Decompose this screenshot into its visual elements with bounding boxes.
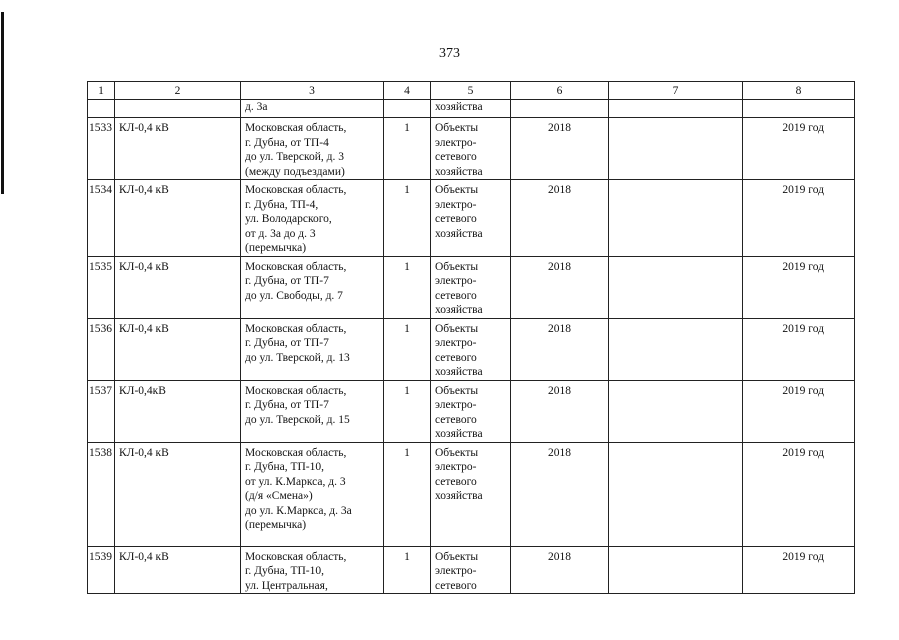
- cell-address: Московская область, г. Дубна, ТП-10, от ул. К.Маркса, д. 3 (д/я «Смена») до ул. К.Маркса, д. 3а (перемычка): [241, 442, 384, 546]
- cell-address: Московская область, г. Дубна, ТП-10, ул. Центральная,: [241, 546, 384, 594]
- cell-qty: 1: [384, 380, 431, 442]
- cell-qty: 1: [384, 180, 431, 257]
- cell-category: Объекты электро- сетевого хозяйства: [431, 380, 511, 442]
- cell-term: 2019 год: [743, 180, 855, 257]
- cell-category: Объекты электро- сетевого хозяйства: [431, 318, 511, 380]
- cell-name: КЛ-0,4 кВ: [115, 180, 241, 257]
- cell-term: 2019 год: [743, 546, 855, 594]
- column-header-3: 3: [241, 82, 384, 100]
- cell-address: Московская область, г. Дубна, от ТП-7 до ул. Свободы, д. 7: [241, 256, 384, 318]
- binding-edge-mark: [1, 12, 4, 194]
- cell-num: 1533: [88, 118, 115, 180]
- cell-year: 2018: [511, 180, 609, 257]
- cell-name: КЛ-0,4 кВ: [115, 118, 241, 180]
- cell-address: Московская область, г. Дубна, ТП-4, ул. Володарского, от д. 3а до д. 3 (перемычка): [241, 180, 384, 257]
- table-row: [88, 256, 855, 318]
- cell-term: 2019 год: [743, 380, 855, 442]
- column-header-7: 7: [609, 82, 743, 100]
- cell-category: Объекты электро- сетевого хозяйства: [431, 180, 511, 257]
- cell-col7: [609, 118, 743, 180]
- cell-category: Объекты электро- сетевого хозяйства: [431, 118, 511, 180]
- cell-year: 2018: [511, 318, 609, 380]
- cell-qty: [384, 100, 431, 118]
- cell-col7: [609, 180, 743, 257]
- cell-col7: [609, 380, 743, 442]
- cell-year: [511, 100, 609, 118]
- cell-year: 2018: [511, 256, 609, 318]
- cell-name: КЛ-0,4 кВ: [115, 318, 241, 380]
- cell-num: 1538: [88, 442, 115, 546]
- cell-term: 2019 год: [743, 256, 855, 318]
- cell-col7: [609, 318, 743, 380]
- cell-category: Объекты электро- сетевого хозяйства: [431, 256, 511, 318]
- cell-qty: 1: [384, 318, 431, 380]
- column-header-4: 4: [384, 82, 431, 100]
- cell-qty: 1: [384, 442, 431, 546]
- table-row: [88, 118, 855, 180]
- cell-year: 2018: [511, 380, 609, 442]
- cell-address: д. 3а: [241, 100, 384, 118]
- cell-num: 1534: [88, 180, 115, 257]
- cell-address: Московская область, г. Дубна, от ТП-7 до ул. Тверской, д. 15: [241, 380, 384, 442]
- cell-address: Московская область, г. Дубна, от ТП-4 до ул. Тверской, д. 3 (между подъездами): [241, 118, 384, 180]
- cell-col7: [609, 100, 743, 118]
- column-header-2: 2: [115, 82, 241, 100]
- cell-name: КЛ-0,4 кВ: [115, 546, 241, 594]
- cell-category: Объекты электро- сетевого хозяйства: [431, 442, 511, 546]
- column-header-5: 5: [431, 82, 511, 100]
- cell-year: 2018: [511, 442, 609, 546]
- table-row: [88, 546, 855, 594]
- column-header-6: 6: [511, 82, 609, 100]
- cell-num: 1537: [88, 380, 115, 442]
- cell-category: Объекты электро- сетевого: [431, 546, 511, 594]
- cell-qty: 1: [384, 546, 431, 594]
- cell-address: Московская область, г. Дубна, от ТП-7 до ул. Тверской, д. 13: [241, 318, 384, 380]
- page-number: 373: [439, 46, 460, 61]
- table-row: [88, 380, 855, 442]
- column-header-1: 1: [88, 82, 115, 100]
- cell-year: 2018: [511, 546, 609, 594]
- cell-name: [115, 100, 241, 118]
- cell-name: КЛ-0,4 кВ: [115, 442, 241, 546]
- cell-col7: [609, 256, 743, 318]
- cell-term: 2019 год: [743, 118, 855, 180]
- cell-num: 1535: [88, 256, 115, 318]
- cell-year: 2018: [511, 118, 609, 180]
- cell-name: КЛ-0,4 кВ: [115, 256, 241, 318]
- cell-term: [743, 100, 855, 118]
- cell-category: хозяйства: [431, 100, 511, 118]
- table-row: [88, 442, 855, 546]
- cell-term: 2019 год: [743, 318, 855, 380]
- registry-table: [87, 81, 855, 594]
- table-row: [88, 318, 855, 380]
- cell-term: 2019 год: [743, 442, 855, 546]
- continuation-row: [88, 100, 855, 118]
- cell-col7: [609, 546, 743, 594]
- column-header-8: 8: [743, 82, 855, 100]
- cell-qty: 1: [384, 256, 431, 318]
- cell-name: КЛ-0,4кВ: [115, 380, 241, 442]
- column-number-row: [88, 82, 855, 100]
- cell-qty: 1: [384, 118, 431, 180]
- registry-table-body: [88, 82, 855, 594]
- cell-num: [88, 100, 115, 118]
- table-row: [88, 180, 855, 257]
- cell-num: 1539: [88, 546, 115, 594]
- cell-num: 1536: [88, 318, 115, 380]
- cell-col7: [609, 442, 743, 546]
